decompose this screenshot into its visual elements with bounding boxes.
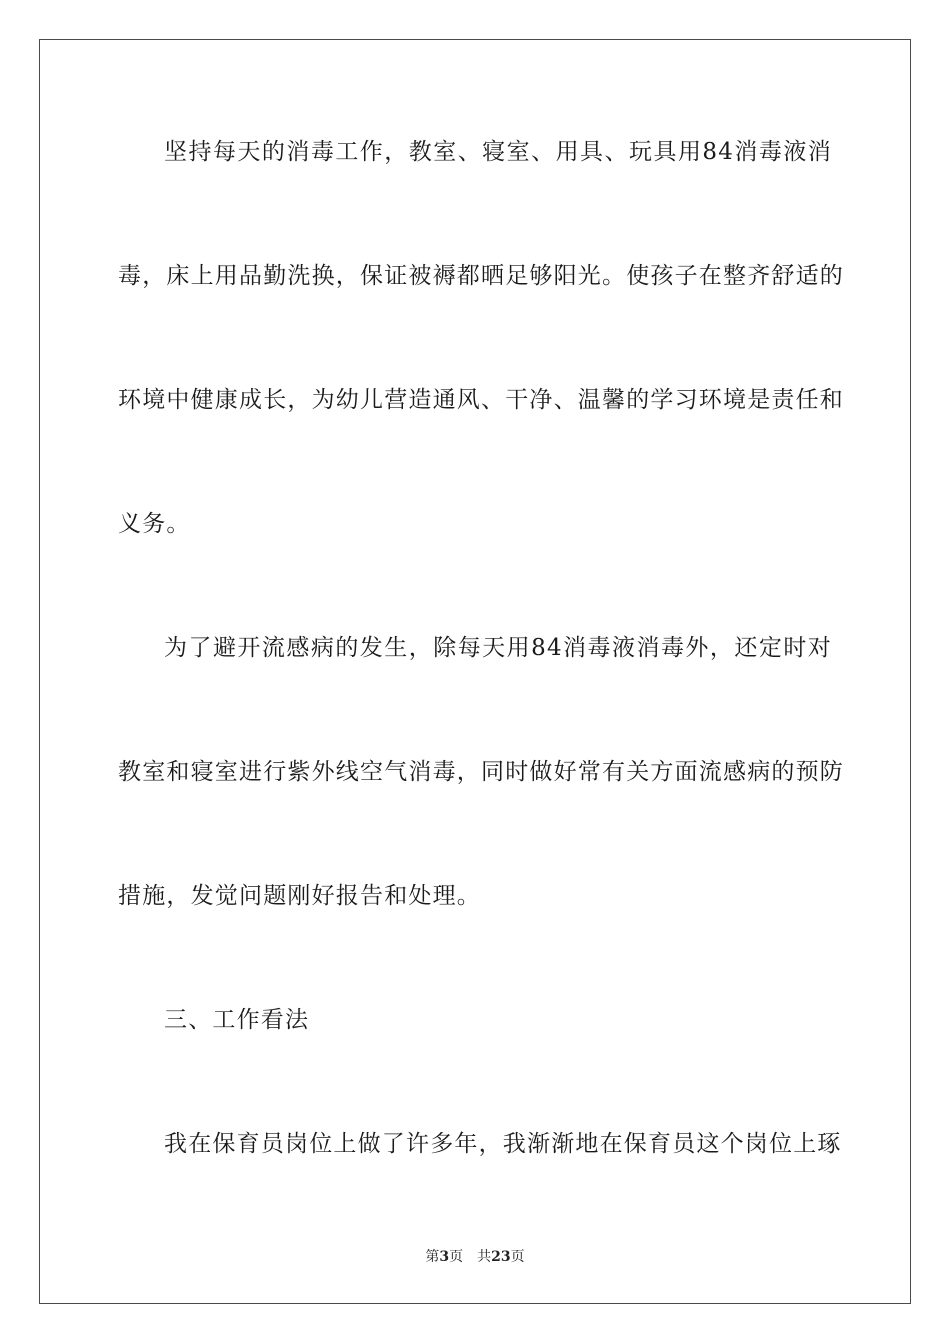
total-prefix: 共 bbox=[477, 1249, 492, 1265]
paragraph-line: 措施，发觉问题刚好报告和处理。 bbox=[118, 883, 481, 909]
paragraph-line: 义务。 bbox=[118, 511, 191, 537]
page-suffix: 页 bbox=[449, 1249, 464, 1265]
paragraph-line: 环境中健康成长，为幼儿营造通风、干净、温馨的学习环境是责任和 bbox=[118, 387, 844, 413]
paragraph-line: 为了避开流感病的发生，除每天用84消毒液消毒外，还定时对 bbox=[164, 635, 832, 661]
paragraph-line: 教室和寝室进行紫外线空气消毒，同时做好常有关方面流感病的预防 bbox=[118, 759, 844, 785]
total-pages-number: 23 bbox=[491, 1249, 511, 1265]
paragraph-line: 坚持每天的消毒工作，教室、寝室、用具、玩具用84消毒液消 bbox=[164, 139, 832, 165]
paragraph-line: 毒，床上用品勤洗换，保证被褥都晒足够阳光。使孩子在整齐舒适的 bbox=[118, 263, 844, 289]
section-heading: 三、工作看法 bbox=[164, 1007, 310, 1033]
total-suffix: 页 bbox=[510, 1249, 525, 1265]
current-page-number: 3 bbox=[439, 1249, 450, 1265]
page-footer bbox=[0, 1248, 950, 1266]
paragraph-line: 我在保育员岗位上做了许多年，我渐渐地在保育员这个岗位上琢 bbox=[164, 1131, 842, 1157]
page-border bbox=[39, 39, 911, 1304]
page-prefix: 第 bbox=[425, 1249, 440, 1265]
